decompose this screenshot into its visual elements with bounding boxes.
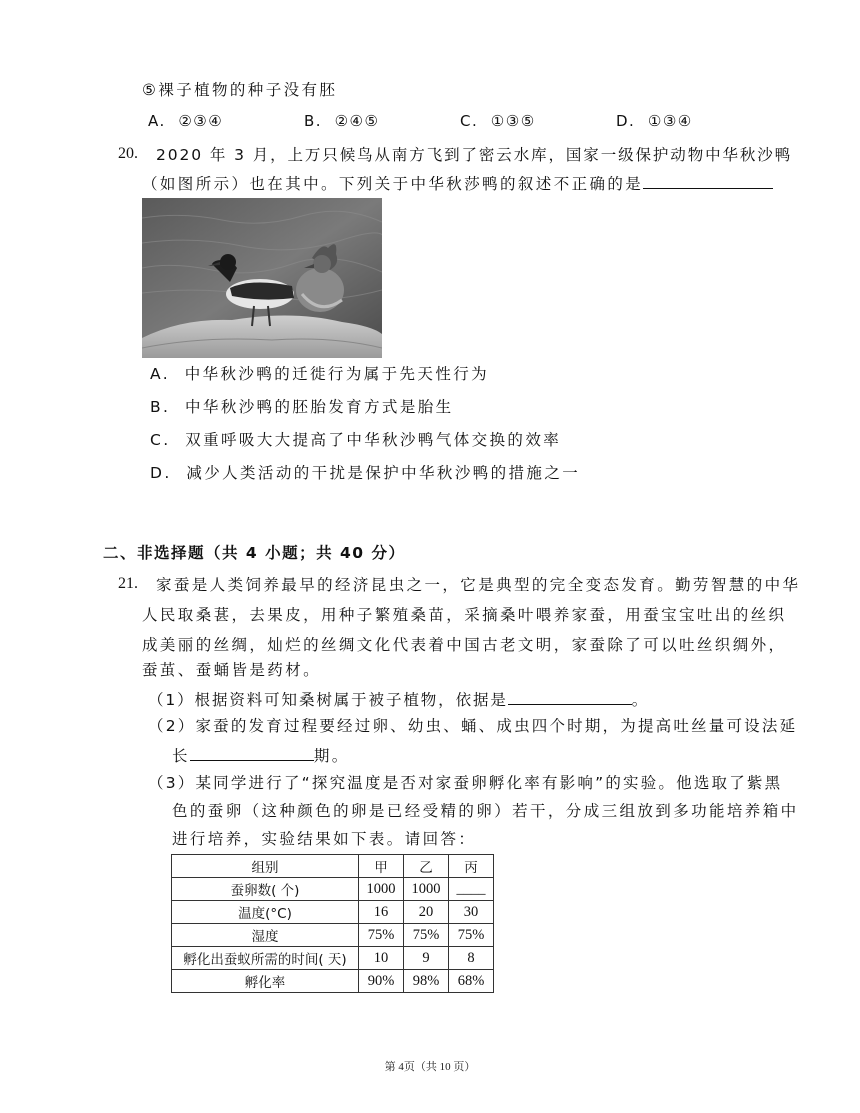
- q20-option-c: C. 双重呼吸大大提高了中华秋沙鸭气体交换的效率: [150, 431, 562, 449]
- q21-paragraph-line-4: 蚕茧、蚕蛹皆是药材。: [142, 661, 322, 679]
- merganser-image: [142, 198, 382, 358]
- table-row: [172, 970, 494, 993]
- table-header-cell: 丙: [449, 855, 494, 878]
- table-cell: 10: [359, 947, 404, 970]
- table-header-cell: 组别: [172, 855, 359, 878]
- q21-paragraph-line-1: 家蚕是人类饲养最早的经济昆虫之一，它是典型的完全变态发育。勤劳智慧的中华: [156, 576, 801, 594]
- table-cell: 75%: [359, 924, 404, 947]
- table-cell: 温度(°C): [172, 901, 359, 924]
- table-cell: 9: [404, 947, 449, 970]
- q21-paragraph-line-3: 成美丽的丝绸，灿烂的丝绸文化代表着中国古老文明，家蚕除了可以吐丝织绸外，: [142, 636, 787, 654]
- q21-sub-1-blank[interactable]: [508, 688, 632, 705]
- q20-option-d: D. 减少人类活动的干扰是保护中华秋沙鸭的措施之一: [150, 464, 581, 482]
- q21-number: 21.: [118, 575, 138, 592]
- q21-sub-3-line-3: 进行培养，实验结果如下表。请回答：: [172, 830, 477, 848]
- table-cell: 75%: [404, 924, 449, 947]
- table-header-cell: 乙: [404, 855, 449, 878]
- q19-option-c: C. ①③⑤: [460, 112, 536, 130]
- table-cell: 20: [404, 901, 449, 924]
- q21-sub-2-line-1: （2）家蚕的发育过程要经过卵、幼虫、蛹、成虫四个时期，为提高吐丝量可设法延: [148, 717, 798, 735]
- table-cell: 68%: [449, 970, 494, 993]
- table-cell: 90%: [359, 970, 404, 993]
- q21-sub-3-line-1: （3）某同学进行了“探究温度是否对家蚕卵孵化率有影响”的实验。他选取了紫黑: [148, 774, 783, 792]
- q20-stem-line-1: 2020 年 3 月，上万只候鸟从南方飞到了密云水库，国家一级保护动物中华秋沙鸭: [156, 146, 793, 164]
- table-row: [172, 924, 494, 947]
- table-cell: 孵化出蚕蚁所需的时间( 天): [172, 947, 359, 970]
- q19-option-d: D. ①③④: [616, 112, 693, 130]
- q20-answer-blank[interactable]: [643, 172, 773, 189]
- table-cell-blank[interactable]: ____: [449, 878, 494, 901]
- q20-option-b: B. 中华秋沙鸭的胚胎发育方式是胎生: [150, 398, 454, 416]
- table-cell: 1000: [404, 878, 449, 901]
- q21-sub-2-line-2: 长 期。: [172, 744, 350, 766]
- table-cell: 湿度: [172, 924, 359, 947]
- q19-item-5: ⑤裸子植物的种子没有胚: [142, 81, 338, 99]
- table-cell: 孵化率: [172, 970, 359, 993]
- table-row: [172, 947, 494, 970]
- table-row: [172, 901, 494, 924]
- q21-sub-2-blank[interactable]: [190, 744, 314, 761]
- table-cell: 1000: [359, 878, 404, 901]
- q20-stem-line-2: （如图所示）也在其中。下列关于中华秋莎鸭的叙述不正确的是: [142, 172, 773, 194]
- q19-option-a: A. ②③④: [148, 112, 224, 130]
- merganser-photo: [142, 198, 382, 358]
- q19-option-b: B. ②④⑤: [304, 112, 380, 130]
- table-header-cell: 甲: [359, 855, 404, 878]
- table-cell: 98%: [404, 970, 449, 993]
- table-cell: 75%: [449, 924, 494, 947]
- q20-option-a: A. 中华秋沙鸭的迁徙行为属于先天性行为: [150, 365, 490, 383]
- table-cell: 蚕卵数( 个): [172, 878, 359, 901]
- q21-sub-3-line-2: 色的蚕卵（这种颜色的卵是已经受精的卵）若干，分成三组放到多功能培养箱中: [172, 802, 799, 820]
- table-cell: 8: [449, 947, 494, 970]
- table-cell: 16: [359, 901, 404, 924]
- section-heading: 二、非选择题（共 4 小题；共 40 分）: [103, 544, 406, 562]
- q21-sub-1: （1）根据资料可知桑树属于被子植物，依据是 。: [148, 688, 649, 710]
- table-row: [172, 878, 494, 901]
- table-cell: 30: [449, 901, 494, 924]
- q21-paragraph-line-2: 人民取桑葚，去果皮，用种子繁殖桑苗，采摘桑叶喂养家蚕，用蚕宝宝吐出的丝织: [142, 606, 787, 624]
- page-footer: 第 4页（共 10 页）: [384, 1061, 476, 1073]
- experiment-table: [171, 854, 494, 993]
- q20-number: 20.: [118, 145, 138, 162]
- table-header-row: [172, 855, 494, 878]
